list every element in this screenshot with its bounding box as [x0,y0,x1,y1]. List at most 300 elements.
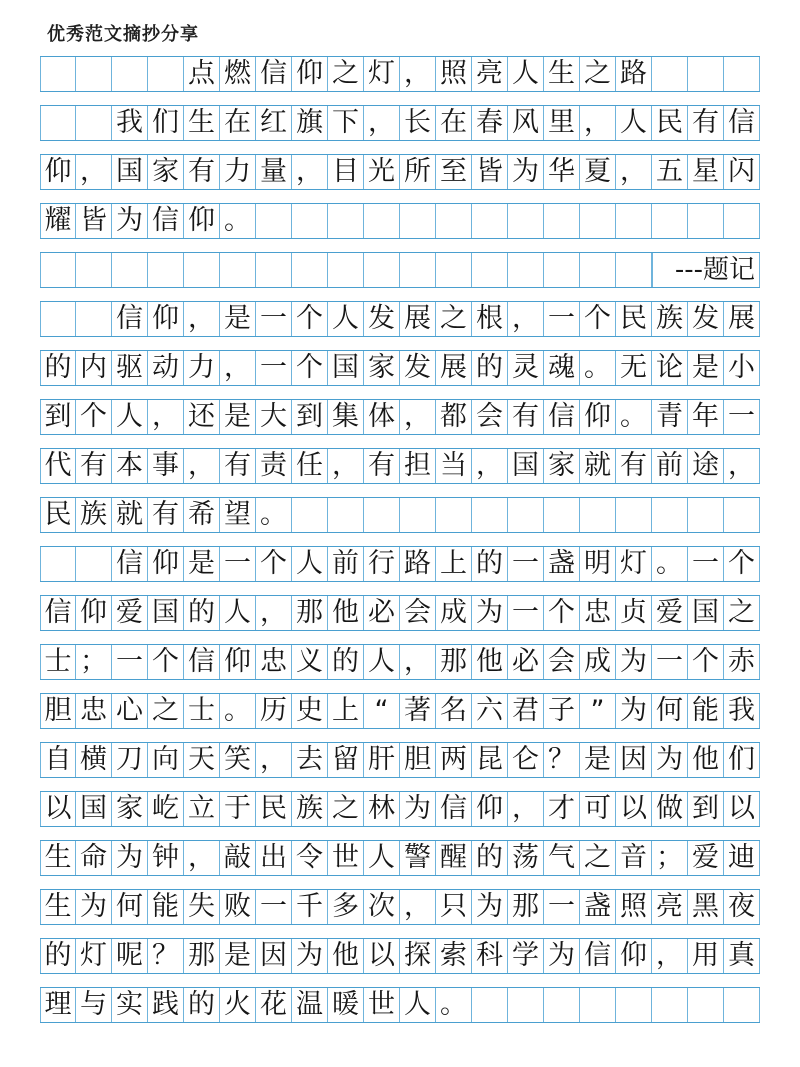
grid-cell: 家 [364,351,400,385]
grid-cell: 一 [508,596,544,630]
grid-cell: 胆 [40,694,76,728]
grid-cell [292,253,328,287]
grid-cell [652,498,688,532]
grid-cell: 钟 [148,841,184,875]
grid-cell: 信 [580,939,616,973]
grid-cell: 国 [112,155,148,189]
grid-cell: 一 [256,890,292,924]
grid-cell: 醒 [436,841,472,875]
grid-cell: 事 [148,449,184,483]
grid-cell [580,204,616,238]
grid-cell: “ [364,694,400,728]
grid-cell: 。 [652,547,688,581]
grid-cell: 发 [400,351,436,385]
grid-cell [724,204,760,238]
grid-cell: 仰 [148,547,184,581]
grid-cell: 都 [436,400,472,434]
grid-cell: 荡 [508,841,544,875]
grid-cell: 发 [688,302,724,336]
grid-cell: 信 [436,792,472,826]
grid-cell [544,988,580,1022]
grid-cell [544,204,580,238]
grid-cell: 展 [436,351,472,385]
grid-cell: 有 [364,449,400,483]
grid-cell: 信 [184,645,220,679]
grid-cell: 为 [76,890,112,924]
text-row [40,105,760,141]
grid-cell [688,57,724,91]
grid-cell: 的 [184,596,220,630]
text-row [40,840,760,876]
grid-cell: 国 [148,596,184,630]
grid-cell [652,988,688,1022]
grid-cell [400,498,436,532]
grid-cell [688,988,724,1022]
grid-cell [220,253,256,287]
grid-cell: 驱 [112,351,148,385]
grid-cell: 赤 [724,645,760,679]
grid-cell: 贞 [616,596,652,630]
grid-cell: 个 [76,400,112,434]
grid-cell: 之 [436,302,472,336]
grid-cell: ， [292,155,328,189]
grid-cell: 为 [400,792,436,826]
grid-cell [400,253,436,287]
text-row [40,595,760,631]
grid-cell: ， [184,449,220,483]
grid-cell: 我 [112,106,148,140]
grid-cell: 生 [544,57,580,91]
grid-cell: 仰 [616,939,652,973]
grid-cell [436,498,472,532]
grid-cell: 上 [328,694,364,728]
grid-cell: 集 [328,400,364,434]
grid-cell [508,253,544,287]
grid-cell: 青 [652,400,688,434]
grid-cell: 心 [112,694,148,728]
grid-cell: 践 [148,988,184,1022]
grid-cell: 两 [436,743,472,777]
grid-cell: 的 [40,351,76,385]
grid-cell [40,57,76,91]
grid-cell: 去 [292,743,328,777]
grid-cell: 盏 [544,547,580,581]
grid-cell: 为 [616,694,652,728]
grid-cell: 。 [256,498,292,532]
grid-cell [472,988,508,1022]
grid-cell [292,498,328,532]
grid-cell: 史 [292,694,328,728]
grid-cell: 人 [364,645,400,679]
grid-cell: 发 [364,302,400,336]
grid-cell: 皆 [76,204,112,238]
grid-cell: 他 [328,939,364,973]
text-row [40,399,760,435]
grid-cell [40,106,76,140]
grid-cell: 仑 [508,743,544,777]
grid-cell: 为 [112,204,148,238]
grid-cell [112,253,148,287]
grid-cell: 仰 [40,155,76,189]
grid-cell: 望 [220,498,256,532]
grid-cell: 个 [688,645,724,679]
grid-cell: 人 [400,988,436,1022]
grid-cell: 那 [508,890,544,924]
grid-cell: 皆 [472,155,508,189]
grid-cell [76,547,112,581]
grid-cell: 一 [112,645,148,679]
grid-cell [688,204,724,238]
grid-cell: 会 [544,645,580,679]
grid-cell: 本 [112,449,148,483]
grid-cell [472,498,508,532]
grid-cell: 闪 [724,155,760,189]
grid-cell: 刀 [112,743,148,777]
grid-cell: 下 [328,106,364,140]
grid-cell: 一 [256,351,292,385]
text-row [40,644,760,680]
grid-cell: 向 [148,743,184,777]
grid-cell: 爱 [688,841,724,875]
grid-cell: 屹 [148,792,184,826]
grid-cell: 忠 [256,645,292,679]
grid-cell: 名 [436,694,472,728]
text-row [40,448,760,484]
grid-cell [436,253,472,287]
grid-cell: 五 [652,155,688,189]
grid-cell: ， [400,890,436,924]
grid-cell: 为 [544,939,580,973]
grid-cell: ， [184,841,220,875]
grid-cell: 的 [328,645,364,679]
grid-cell: 必 [364,596,400,630]
grid-cell: 的 [472,351,508,385]
grid-cell: 会 [472,400,508,434]
grid-cell: 迪 [724,841,760,875]
grid-cell: 真 [724,939,760,973]
grid-cell: 他 [472,645,508,679]
grid-cell: 人 [292,547,328,581]
grid-cell [724,498,760,532]
grid-cell: 一 [724,400,760,434]
grid-cell: 当 [436,449,472,483]
grid-cell: 人 [508,57,544,91]
grid-cell: 那 [436,645,472,679]
grid-cell: 动 [148,351,184,385]
grid-cell [76,253,112,287]
grid-cell: 明 [580,547,616,581]
grid-cell: 警 [400,841,436,875]
grid-cell: 光 [364,155,400,189]
grid-cell: 为 [472,596,508,630]
grid-cell: 所 [400,155,436,189]
grid-cell: 留 [328,743,364,777]
grid-cell: 君 [508,694,544,728]
grid-cell: 生 [40,890,76,924]
grid-cell: 责 [256,449,292,483]
grid-cell: 上 [436,547,472,581]
grid-cell [328,253,364,287]
grid-cell: 忠 [580,596,616,630]
grid-cell: 多 [328,890,364,924]
grid-cell: 为 [652,743,688,777]
grid-cell: 小 [724,351,760,385]
grid-cell: 历 [256,694,292,728]
grid-cell: 燃 [220,57,256,91]
grid-cell: 。 [580,351,616,385]
grid-cell [544,498,580,532]
grid-cell: 有 [76,449,112,483]
grid-cell: 量 [256,155,292,189]
grid-cell: 因 [256,939,292,973]
grid-cell: 展 [724,302,760,336]
grid-cell: 探 [400,939,436,973]
grid-cell: 个 [544,596,580,630]
grid-cell [256,253,292,287]
grid-cell [364,498,400,532]
grid-cell [508,204,544,238]
grid-cell [40,253,76,287]
grid-cell: 爱 [652,596,688,630]
grid-cell: 民 [616,302,652,336]
grid-cell: 人 [616,106,652,140]
grid-cell: 们 [148,106,184,140]
grid-cell: 有 [508,400,544,434]
grid-cell: 到 [688,792,724,826]
grid-cell: 信 [112,547,148,581]
grid-cell: 以 [364,939,400,973]
grid-cell: 敲 [220,841,256,875]
grid-cell: 为 [112,841,148,875]
text-row [40,987,760,1023]
grid-cell [472,204,508,238]
grid-cell: 国 [508,449,544,483]
grid-cell [148,253,184,287]
grid-cell [76,106,112,140]
grid-cell: 亮 [652,890,688,924]
grid-cell [616,204,652,238]
grid-cell [508,988,544,1022]
grid-cell: 横 [76,743,112,777]
grid-cell: 呢 [112,939,148,973]
grid-cell: 有 [220,449,256,483]
grid-cell: ， [472,449,508,483]
grid-cell: 。 [616,400,652,434]
grid-cell: 亮 [472,57,508,91]
grid-cell: 成 [580,645,616,679]
grid-cell: 华 [544,155,580,189]
grid-cell: 星 [688,155,724,189]
grid-cell: 信 [40,596,76,630]
grid-cell [148,57,184,91]
grid-cell: 火 [220,988,256,1022]
grid-cell: 民 [40,498,76,532]
grid-cell: 立 [184,792,220,826]
grid-cell: 红 [256,106,292,140]
grid-cell: 照 [616,890,652,924]
grid-cell: ， [76,155,112,189]
grid-cell: 灯 [76,939,112,973]
grid-cell: 因 [616,743,652,777]
grid-cell: 索 [436,939,472,973]
grid-cell: 一 [544,890,580,924]
grid-cell: 以 [724,792,760,826]
grid-cell: 魂 [544,351,580,385]
grid-cell: ， [364,106,400,140]
grid-cell: 子 [544,694,580,728]
grid-cell: 人 [112,400,148,434]
grid-cell: 无 [616,351,652,385]
grid-cell: 士 [184,694,220,728]
grid-cell: 。 [220,694,256,728]
grid-cell: 能 [148,890,184,924]
grid-cell: 一 [220,547,256,581]
grid-cell: 是 [580,743,616,777]
grid-cell: 生 [184,106,220,140]
grid-cell: 民 [256,792,292,826]
grid-cell: 行 [364,547,400,581]
grid-cell [616,498,652,532]
grid-cell: 一 [544,302,580,336]
grid-cell: 有 [184,155,220,189]
grid-cell: 为 [292,939,328,973]
grid-cell: 人 [220,596,256,630]
grid-cell: 希 [184,498,220,532]
grid-cell: 信 [148,204,184,238]
grid-cell: 之 [148,694,184,728]
grid-cell: 义 [292,645,328,679]
grid-cell: 人 [364,841,400,875]
grid-cell: 的 [40,939,76,973]
grid-cell: ， [148,400,184,434]
grid-cell: 他 [688,743,724,777]
grid-cell: 仰 [292,57,328,91]
grid-cell [652,57,688,91]
grid-cell [364,204,400,238]
grid-cell: 何 [112,890,148,924]
grid-cell: 实 [112,988,148,1022]
grid-cell: 暖 [328,988,364,1022]
page-header: 优秀范文摘抄分享 [47,24,199,45]
grid-cell: 在 [220,106,256,140]
grid-cell: 之 [328,792,364,826]
grid-cell: 是 [220,400,256,434]
title-row [40,56,760,92]
grid-cell: 途 [688,449,724,483]
grid-cell: 代 [40,449,76,483]
grid-cell: 人 [328,302,364,336]
grid-cell [580,988,616,1022]
grid-cell: 生 [40,841,76,875]
grid-cell [616,253,652,287]
grid-cell [508,498,544,532]
grid-cell: 一 [652,645,688,679]
grid-cell [652,204,688,238]
grid-cell: 败 [220,890,256,924]
grid-cell: 千 [292,890,328,924]
grid-cell: 路 [400,547,436,581]
grid-cell: 有 [688,106,724,140]
grid-cell: 个 [580,302,616,336]
grid-cell: ， [328,449,364,483]
grid-cell: 科 [472,939,508,973]
grid-cell: 家 [544,449,580,483]
grid-cell: 仰 [580,400,616,434]
grid-cell: 仰 [148,302,184,336]
grid-cell: 民 [652,106,688,140]
text-row [40,497,760,533]
grid-cell: 至 [436,155,472,189]
grid-cell [688,498,724,532]
grid-cell: 之 [580,57,616,91]
grid-cell: 天 [184,743,220,777]
text-row [40,938,760,974]
grid-cell: 耀 [40,204,76,238]
grid-cell: 的 [184,988,220,1022]
grid-cell: 自 [40,743,76,777]
grid-cell: 命 [76,841,112,875]
grid-cell: ？ [148,939,184,973]
grid-cell: 世 [328,841,364,875]
grid-cell: 。 [436,988,472,1022]
grid-cell: 他 [328,596,364,630]
grid-cell: 灯 [616,547,652,581]
grid-cell: 根 [472,302,508,336]
grid-cell: 信 [112,302,148,336]
text-row [40,546,760,582]
grid-cell: 是 [220,302,256,336]
grid-cell: ” [580,694,616,728]
grid-cell: ， [616,155,652,189]
text-row [40,154,760,190]
grid-cell: 还 [184,400,220,434]
grid-cell: 世 [364,988,400,1022]
signature-row [40,252,760,288]
grid-cell: 到 [40,400,76,434]
grid-cell [580,253,616,287]
grid-cell: 为 [472,890,508,924]
grid-cell: 仰 [76,596,112,630]
grid-cell: 那 [292,596,328,630]
grid-cell: 灯 [364,57,400,91]
grid-cell: 为 [616,645,652,679]
grid-cell: 们 [724,743,760,777]
grid-cell: 我 [724,694,760,728]
grid-cell: ， [400,645,436,679]
grid-cell [400,204,436,238]
grid-cell: ， [508,302,544,336]
grid-cell: 信 [256,57,292,91]
grid-cell: 里 [544,106,580,140]
grid-cell: 理 [40,988,76,1022]
grid-cell: 路 [616,57,652,91]
grid-cell: 前 [652,449,688,483]
grid-cell: 个 [256,547,292,581]
grid-cell: 气 [544,841,580,875]
text-row [40,889,760,925]
signature-text: ---题记 [652,253,760,287]
grid-cell: ， [220,351,256,385]
grid-cell: 以 [40,792,76,826]
grid-cell: 黑 [688,890,724,924]
grid-cell [40,302,76,336]
grid-cell: 之 [580,841,616,875]
grid-cell: 可 [580,792,616,826]
grid-cell: 昆 [472,743,508,777]
grid-cell: 。 [220,204,256,238]
grid-cell: 信 [544,400,580,434]
grid-cell: 令 [292,841,328,875]
